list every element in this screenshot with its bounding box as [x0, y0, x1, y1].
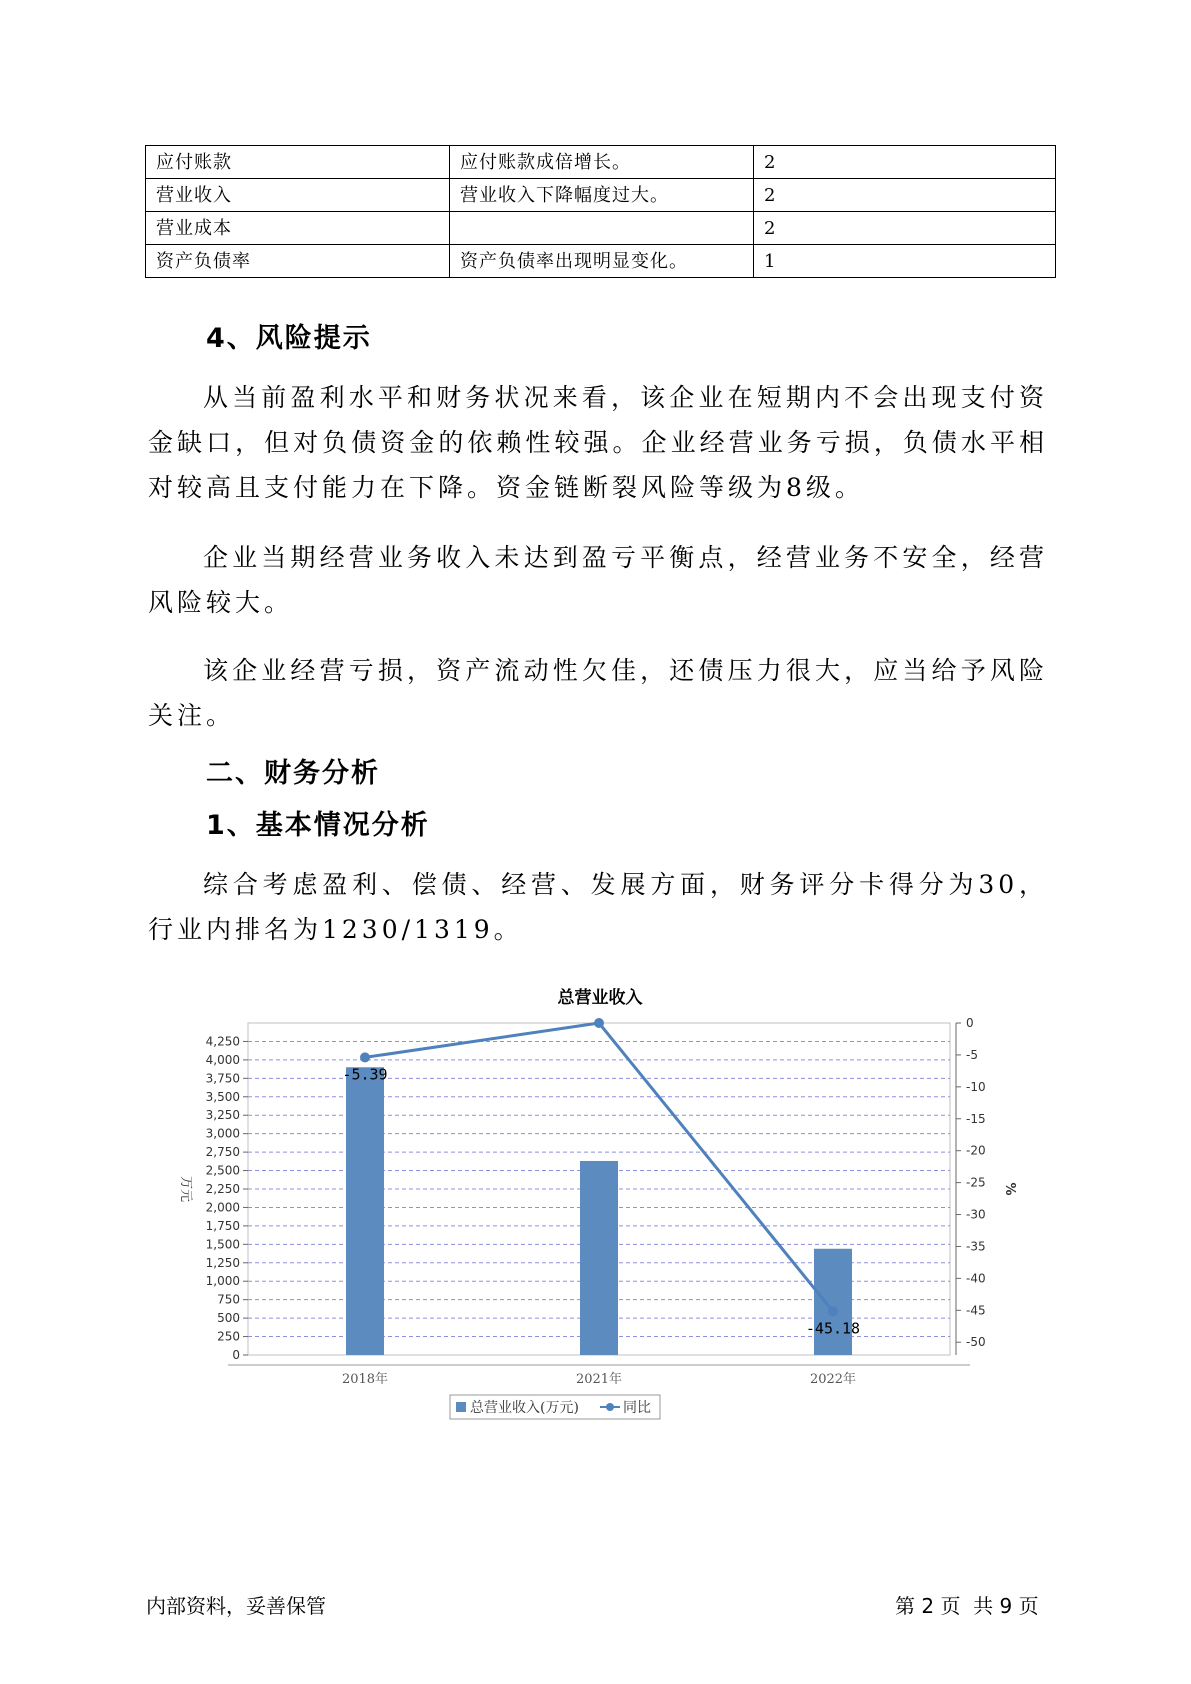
y-right-tick-label: -35 [966, 1239, 986, 1254]
bar-2022年 [814, 1249, 852, 1355]
revenue-chart-svg [170, 975, 1030, 1435]
legend-bar-label: 总营业收入(万元) [470, 1400, 579, 1416]
y-right-tick-label: -25 [966, 1175, 986, 1190]
y-tick-label: 250 [217, 1329, 240, 1344]
y-tick-label: 1,750 [205, 1218, 240, 1233]
table-row [146, 179, 1056, 212]
y-tick-label: 2,250 [205, 1182, 240, 1196]
y-right-tick-label: -45 [966, 1303, 986, 1318]
table-cell-score: 2 [754, 146, 1056, 179]
y-tick-label: 750 [217, 1292, 240, 1307]
paragraph-finance-1: 综合考虑盈利、偿债、经营、发展方面，财务评分卡得分为30，行业内排名为1230/1319。 [148, 870, 1048, 944]
y-tick-label: 500 [217, 1311, 240, 1326]
y-right-tick-label: -40 [966, 1271, 986, 1286]
y-right-tick-label: -10 [966, 1079, 986, 1094]
y-tick-label: 1,250 [205, 1255, 240, 1270]
bar-2018年 [346, 1067, 384, 1355]
legend-bar-swatch [456, 1402, 466, 1412]
x-tick-label: 2018年 [341, 1372, 389, 1387]
y-tick-label: 4,250 [205, 1034, 240, 1049]
y-tick-label: 2,750 [205, 1145, 240, 1160]
table-cell-desc: 资产负债率出现明显变化。 [450, 245, 754, 278]
legend-line-marker [606, 1403, 614, 1411]
table-row [146, 146, 1056, 179]
paragraph-risk-3: 该企业经营亏损，资产流动性欠佳，还债压力很大，应当给予风险关注。 [148, 656, 1048, 730]
yoy-point-2021年 [594, 1018, 604, 1028]
table-cell-item: 营业收入 [146, 179, 450, 212]
chart-title: 总营业收入 [557, 988, 643, 1008]
y-right-tick-label: -50 [966, 1335, 986, 1350]
y-tick-label: 3,500 [205, 1089, 240, 1104]
table-cell-item: 营业成本 [146, 212, 450, 245]
table-cell-score: 1 [754, 245, 1056, 278]
section-heading-finance: 二、财务分析 [206, 758, 380, 789]
y-tick-label: 3,750 [205, 1071, 240, 1086]
table-cell-score: 2 [754, 212, 1056, 245]
risk-indicator-table [145, 145, 1056, 278]
table-row [146, 245, 1056, 278]
legend-line-label: 同比 [623, 1400, 651, 1416]
table-cell-item: 资产负债率 [146, 245, 450, 278]
footer-confidential: 内部资料，妥善保管 [146, 1594, 326, 1618]
y-right-tick-label: -30 [966, 1207, 986, 1222]
table-row [146, 212, 1056, 245]
table-cell-desc: 营业收入下降幅度过大。 [450, 179, 754, 212]
y-tick-label: 4,000 [205, 1052, 240, 1067]
paragraph-risk-1: 从当前盈利水平和财务状况来看，该企业在短期内不会出现支付资金缺口，但对负债资金的依赖性较强。企业经营业务亏损，负债水平相对较高且支付能力在下降。资金链断裂风险等级为8级。 [148, 383, 1048, 502]
y-right-axis-title: % [1002, 1182, 1017, 1196]
table-cell-desc: 应付账款成倍增长。 [450, 146, 754, 179]
y-tick-label: 1,000 [205, 1274, 240, 1289]
y-tick-label: 1,500 [205, 1237, 240, 1252]
subsection-heading-basic: 1、基本情况分析 [206, 810, 430, 841]
y-right-tick-label: -5 [966, 1047, 978, 1062]
y-tick-label: 2,000 [205, 1200, 240, 1215]
table-cell-item: 应付账款 [146, 146, 450, 179]
x-tick-label: 2021年 [575, 1372, 623, 1387]
table-cell-score: 2 [754, 179, 1056, 212]
revenue-chart [170, 975, 1030, 1435]
data-label: -5.39 [342, 1065, 388, 1084]
x-tick-label: 2022年 [809, 1372, 857, 1387]
y-tick-label: 2,500 [205, 1163, 240, 1178]
y-right-tick-label: -20 [966, 1143, 986, 1158]
table-cell-desc [450, 212, 754, 245]
footer-page-number: 第 2 页 共 9 页 [895, 1594, 1039, 1618]
y-tick-label: 3,250 [205, 1108, 240, 1123]
y-tick-label: 0 [232, 1348, 240, 1362]
section-heading-risk: 4、风险提示 [206, 323, 372, 354]
y-axis-title: 万元 [178, 1175, 193, 1203]
risk-table-body [146, 146, 1056, 278]
paragraph-risk-2: 企业当期经营业务收入未达到盈亏平衡点，经营业务不安全，经营风险较大。 [148, 543, 1048, 617]
yoy-point-2022年 [828, 1306, 838, 1316]
y-right-tick-label: 0 [966, 1016, 974, 1030]
y-tick-label: 3,000 [205, 1126, 240, 1141]
data-label: -45.18 [805, 1319, 861, 1338]
bar-2021年 [580, 1161, 618, 1355]
y-right-tick-label: -15 [966, 1111, 986, 1126]
yoy-point-2018年 [360, 1052, 370, 1062]
